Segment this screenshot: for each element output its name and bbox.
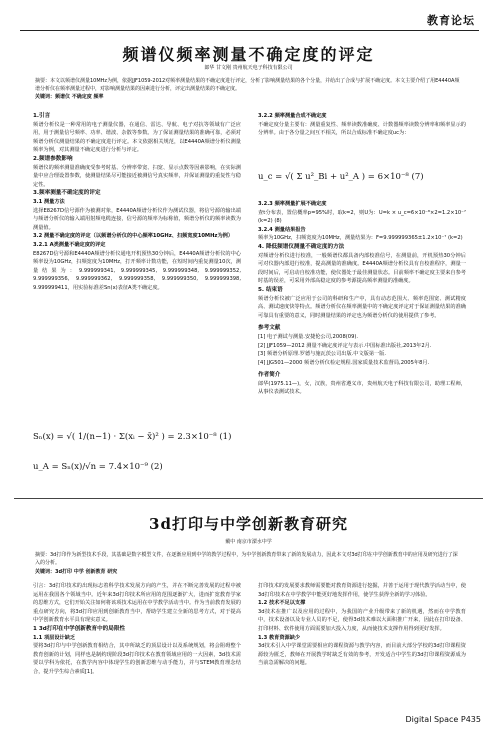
header-rule bbox=[20, 30, 479, 31]
article-keywords: 关键词：频谱仪 不确定度 频率 bbox=[35, 94, 104, 100]
reference-item: [4] JJG501—2000 频谱分析仪检定规程.国家质量技术监督局,2005年8月. bbox=[258, 359, 430, 366]
article-abstract: 摘要：3d打印作为新型技术手段，其基础是数字模型文件，在逐渐应用到中学的教学过程中，为中学创新教育带来了新的发展动力，因此本文对3d打印在中学创新教育中的应用及研究进行了深入的分析。 bbox=[35, 552, 458, 566]
article2-right-column bbox=[258, 582, 466, 668]
subsection-heading: 3.1 测量方法 bbox=[33, 198, 65, 205]
author-bio: 郎华(1975.11—)，女，汉族，贵州省遵义市，贵州航天电子科技有限公司，助理工程师，从事仪表测试技术。 bbox=[258, 380, 466, 396]
subsection-heading: 1.1 项层设计缺乏 bbox=[33, 634, 76, 641]
paragraph: 不确定度分量主要有：测量重复性、频率读数准确度、计数器频率读数分辨率和频率显示的分辨率。由于各分量之间互不相关，所以合成标准不确定度uc为： bbox=[258, 121, 466, 137]
paragraph: 对频谱分析仪进行校准，一般频谱仪都具备内部校准信号，在测量前，开机预热30分钟后可对仪器内部进行校准，提高测量的准确度。E4440A频谱分析仪具有自校准程序，测量一段时间后，可启动自校准功能，使仪器处于最佳测量状态。目前频率不确定度主要来自参考时基的误差，可采用外部高稳定度的参考源提高频率测量的准确度。 bbox=[258, 252, 466, 285]
article2-left-column bbox=[33, 582, 241, 677]
reference-item: [1] 电子测试与测量.安捷伦公司,2008(09). bbox=[258, 333, 359, 340]
subsection-heading: 1.3 教育资源缺少 bbox=[258, 634, 301, 641]
references-heading: 参考文献 bbox=[258, 325, 281, 332]
paragraph: 频谱分析仪是一种常用的电子测量仪器，在通信、雷达、导航、电子对抗等领域有广泛应用，用于测量信号频率、功率、谐波、杂散等参数。为了保证测量结果的准确可靠，必须对频谱分析仪测量结果的不确定度进行评定。本文依据相关规范，以E4440A频谱分析仪测量频率为例，对其测量不确定度进行分析与评定。 bbox=[33, 121, 241, 154]
subsection-heading: 3.2.1 A类测量不确定度的评定 bbox=[33, 241, 106, 248]
paragraph: 要将3d打印与中学创新教育相结合，其中所缺乏的顶层设计以及系统规划，将会阻碍整个教育创新的计划，同样也是制约现阶段3d打印技术在教育领域应用的一大因素，3d技术需要以学科为依托，在教学内容中体现学生的创新思维与动手能力，并与STEM教育理念结合，提升学生综合素质[1]。 bbox=[33, 643, 241, 675]
article-keywords: 关键词：3d打印 中学 创新教育 研究 bbox=[35, 569, 118, 575]
article-title: 3d打印与中学创新教育研究 bbox=[149, 515, 348, 533]
equation-2: u_A = Sₙ(x)/√n = 7.4×10⁻⁹ (2) bbox=[33, 462, 163, 472]
paragraph: 引言：3d打印技术的出现标志着科学技术发展方向的产生，并在不断完善发展的过程中被运用在我国各个领域当中。近年来3d打印技术所应用的范围逐渐扩大，进而扩宽教育学家的思维方式，它们开始关注如何将该项技术运用在中学教学活动当中。作为当前教育发展的重点研究方向，将3d打印应用到创新教育当中，帮助学生建立全新的思考方式，对于提高中学创新教育水平具有现实意义。 bbox=[33, 583, 241, 624]
article1-right-column bbox=[258, 112, 466, 138]
article-title: 频谱仪频率测量不确定度的评定 bbox=[122, 45, 375, 64]
article1-left-column bbox=[33, 112, 241, 292]
section-heading: 3.频率测量不确定度的评定 bbox=[33, 190, 101, 197]
paragraph: 打印技术的发展要求教师需要能对教育资源进行挖掘，并善于运用于现代教学活动当中，使3d打印技术在中学教学中能更好地发挥作用，使学生获得全新的学习体验。 bbox=[258, 583, 466, 598]
subsection-heading: 3.2 测量不确定度的评定（以频谱分析仪的中心频率10GHz、扫频宽度10MHz为例） bbox=[33, 233, 234, 240]
section-heading: 5. 结束语 bbox=[258, 286, 283, 293]
article-authors: 戴中 南京市溧水中学 bbox=[225, 539, 272, 545]
paragraph: E8267D信号源和E4440A频谱分析仪通电开机预热30分钟后，E4440A频谱分析仪的中心频率设为10GHz，扫频宽度为10MHz，打开频率计数功能，在短时间内重复测量10次，测量结果为：9.999999341, 9.999999345, 9.999999348, 9.999999352, 9.999999356, 9.999999362, 9.999999358, 9.999999350, 9.999999398, 9.999999411，用实验标准差Sn(x)表征A类不确定度。 bbox=[33, 250, 241, 291]
reference-item: [3] 频谱分析原理.罗德与施瓦茨公司出版.中文版第一版. bbox=[258, 351, 387, 358]
article1-right-column-cont bbox=[258, 200, 466, 397]
page-footer: Digital Space P435 bbox=[405, 715, 481, 724]
subsection-heading: 3.2.2 频率测量合成不确定度 bbox=[258, 113, 327, 119]
journal-section-label: 教育论坛 bbox=[427, 14, 475, 27]
section-heading: 2.频谱参数影响 bbox=[33, 155, 73, 162]
paragraph: 查t分布表，置信概率p=95%时，取k=2，则U为：U=k × u_c=6×10⁻⁸×2=1.2×10⁻⁷ (k=2) (8) bbox=[258, 209, 466, 225]
paragraph: 频谱分析仪被广泛应用于公司的科研和生产中，具有动态范围大、频率范围宽、测试精度高、测试速度快等特点。频谱分析仪在频率测量中的不确定度评定对于保证测量结果的准确可靠具有重要的意义，同时测量结果的评定也为频谱分析仪的使用提供了参考。 bbox=[258, 295, 466, 319]
paragraph: 频谱仪的频率测量准确度受参考时基、分辨率带宽、扫宽、显示点数等因素影响，在实际测量中应合理设置参数，使测量结果尽可能接近被测信号真实频率，并保证测量的重复性与稳定性。 bbox=[33, 164, 241, 188]
section-heading: 1 3d打印在中学创新教育中的局限性 bbox=[33, 625, 126, 632]
equation-7: u_c = √( Σ u²_Bi + u²_A ) = 6×10⁻⁸ (7) bbox=[258, 172, 424, 182]
article-separator bbox=[14, 498, 483, 499]
reference-item: [2] JJF1059—2012 测量不确定度评定与表示.中国标准出版社,2013年2月. bbox=[258, 342, 432, 349]
author-bio-heading: 作者简介 bbox=[258, 372, 281, 379]
paragraph: 选择E8267D信号源作为被测对象，E4440A频谱分析仪作为测试仪器，将信号源的输出端与频谱分析仪的输入端用射频电缆连接，信号源的频率为标称值，频谱分析仪的频率读数为测量值。 bbox=[33, 207, 241, 231]
equation-1: Sₙ(x) = √( 1/(n−1) · Σ(xᵢ − x̄)² ) = 2.3×10⁻⁸ (1) bbox=[33, 432, 232, 442]
article-authors: 郎华 甘文刚 贵州航天电子科技有限公司 bbox=[204, 65, 293, 71]
paragraph: 3d技术在推广以及应用的过程中，为我国的产业升级带来了新的机遇，然而在中学教育中，技术设备以及专业人员的不足，使得3d技术难以大面积推广开来，因此在打印设备、打印材料、软件使用方面需要加大投入力度，从而使技术支撑作用得到更好发挥。 bbox=[258, 608, 466, 632]
subsection-heading: 3.2.4 测量结果报告 bbox=[258, 226, 306, 233]
article-abstract: 摘要：本文以频谱仪测量10MHz为例，依据JJF1059-2012对频率测量结果的不确定度进行评定，分析了影响测量结果的各个分量，并给出了合成与扩展不确定度。本文主要介绍了用E4440A频谱分析仪在频率测量过程中，对影响测量结果的因素进行分析，评定出测量结果的不确定度。 bbox=[35, 78, 460, 92]
subsection-heading: 1.2 技术不足以支撑 bbox=[258, 600, 306, 607]
section-heading: 1.引言 bbox=[33, 113, 51, 119]
subsection-heading: 3.2.3 频率测量扩展不确定度 bbox=[258, 201, 327, 207]
paragraph: 3d技术引入中学课堂需要相应的课程资源与教学内容，而目前大部分学校的3d打印课程资源较为匮乏，教师在开展教学时缺乏有效的参考，开发适合中学生的3d打印课程资源成为当前急需解决的问题。 bbox=[258, 643, 466, 667]
section-heading: 4. 降低频谱仪测量不确定度的方法 bbox=[258, 243, 345, 250]
paragraph: 频率为10GHz，扫频宽度为10MHz，测量结果为：F=9.999999365±1.2×10⁻⁷ (k=2) bbox=[258, 235, 463, 242]
